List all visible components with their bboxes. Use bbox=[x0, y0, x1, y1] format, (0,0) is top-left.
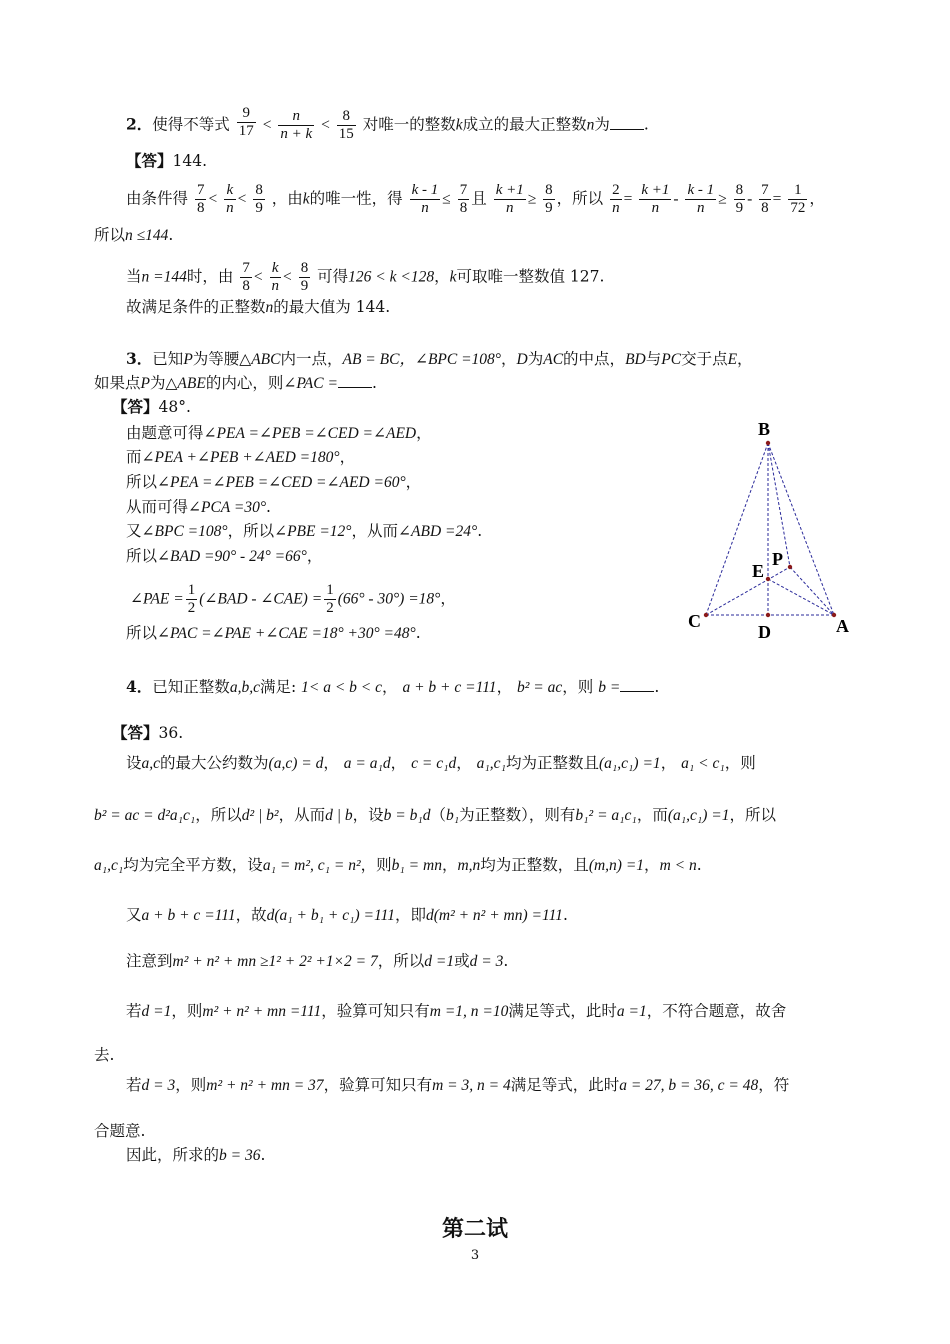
q2-solution-line3: 当n =144时，由 $\frac{7}{8}$ < $\frac{k}{n}$ < $\frac{8}{9}$ 可得126 < k <128，k可取唯一整数值 127. bbox=[126, 260, 605, 294]
q4-line8: 若d = 3，则m² + n² + mn = 37，验算可知只有m = 3, n = 4满足等式，此时a = 27, b = 36, c = 48，符 bbox=[126, 1076, 790, 1094]
q3-stem-line1: 3．已知P为等腰△ABC内一点，AB = BC，∠BPC =108°，D为AC的中点，BD与PC交于点E， bbox=[126, 349, 753, 368]
answer-blank bbox=[610, 115, 644, 130]
label-C: C bbox=[688, 611, 701, 631]
q3-answer: 【答】48°. bbox=[112, 397, 191, 416]
q4-conclusion: 因此，所求的b = 36. bbox=[126, 1146, 266, 1164]
q3-stem-line2: 如果点P为△ABE的内心，则∠PAC = . bbox=[94, 374, 377, 392]
q4-answer: 【答】36. bbox=[112, 723, 184, 742]
page-number: 3 bbox=[470, 1248, 480, 1263]
q3-step: 所以∠PEA =∠PEB =∠CED =∠AED =60°， bbox=[126, 473, 422, 491]
point-B bbox=[766, 441, 770, 445]
segment-EA bbox=[768, 579, 834, 615]
q3-step: 而∠PEA +∠PEB +∠AED =180°， bbox=[126, 448, 356, 466]
q4-line5: 注意到m² + n² + mn ≥1² + 2² +1×2 = 7，所以d =1或d = 3. bbox=[126, 952, 509, 970]
label-D: D bbox=[758, 622, 771, 642]
q2-stem: 2．使得不等式 $\frac{9}{17}$ < $\frac{n}{n + k}$ < $\frac{8}{15}$ 对唯一的整数k成立的最大正整数n为 . bbox=[126, 105, 649, 142]
point-C bbox=[704, 613, 708, 617]
label-A: A bbox=[836, 616, 849, 636]
q4-line4: 又a + b + c =111，故d(a₁ + b₁ + c₁) =111，即d(m² + n² + mn) =111. bbox=[126, 906, 568, 924]
point-P bbox=[788, 565, 792, 569]
segment-CP bbox=[706, 567, 790, 615]
q4-stem: 4．已知正整数a,b,c满足: 1< a < b < c， a + b + c =111， b² = ac，则 b = . bbox=[126, 677, 660, 696]
point-E bbox=[766, 577, 770, 581]
triangle-figure bbox=[680, 415, 870, 650]
segment-PA bbox=[790, 567, 834, 615]
answer-blank bbox=[620, 677, 654, 692]
q3-step: 从而可得∠PCA =30°. bbox=[126, 498, 271, 516]
q3-step: 又∠BPC =108°，所以∠PBE =12°，从而∠ABD =24°. bbox=[126, 522, 483, 540]
label-E: E bbox=[752, 561, 765, 581]
q2-solution-line2: 所以n ≤144. bbox=[94, 226, 174, 244]
q4-line2: b² = ac = d²a₁c₁，所以d² | b²，从而d | b，设b = b₁d（b₁为正整数），则有b₁² = a₁c₁，而(a₁,c₁) =1，所以 bbox=[94, 806, 777, 824]
q4-line9: 合题意. bbox=[94, 1122, 146, 1140]
label-B: B bbox=[758, 419, 771, 439]
label-P: P bbox=[772, 549, 783, 569]
point-D bbox=[766, 613, 770, 617]
q3-step: 由题意可得∠PEA =∠PEB =∠CED =∠AED， bbox=[126, 424, 432, 442]
q2-solution-line1: 由条件得 $\frac{7}{8}$ < $\frac{k}{n}$ < $\frac{8}{9}$ ，由k的唯一性，得 $\frac{k - 1}{n}$ ≤ $\frac{7}{8}$ 且 $\frac{k +1}{n}$ ≥ $\frac{8}{9}$ ，所以 $\frac{2}{n}$ = $\frac{k +1}{n}$ - $\frac{k - 1}{n}$ ≥ $\frac{8}{9}$ - $\frac{7}{8}$ = $\frac{1}{72}$ ， bbox=[126, 182, 825, 216]
q2-answer: 【答】144. bbox=[126, 151, 208, 170]
answer-blank bbox=[338, 373, 372, 388]
q2-conclusion: 故满足条件的正整数n的最大值为 144. bbox=[126, 298, 391, 316]
edge-BC bbox=[706, 443, 768, 615]
q3-step: 所以∠BAD =90° - 24° =66°， bbox=[126, 547, 323, 565]
q4-line6: 若d =1，则m² + n² + mn =111，验算可知只有m =1, n =10满足等式，此时a =1，不符合题意，故舍 bbox=[126, 1002, 787, 1020]
section-heading: 第二试 bbox=[441, 1217, 508, 1242]
q3-step-pae: ∠PAE = $\frac{1}{2}$ (∠BAD - ∠CAE) = $\frac{1}{2}$ (66° - 30°) =18°， bbox=[130, 582, 456, 616]
q4-line1: 设a,c的最大公约数为(a,c) = d， a = a₁d， c = c₁d， a₁,c₁均为正整数且(a₁,c₁) =1， a₁ < c₁，则 bbox=[126, 754, 756, 772]
q3-conclusion: 所以∠PAC =∠PAE +∠CAE =18° +30° =48°. bbox=[126, 624, 421, 642]
q4-line7: 去. bbox=[94, 1046, 115, 1064]
q4-line3: a₁,c₁均为完全平方数，设a₁ = m², c₁ = n²，则b₁ = mn，m,n均为正整数，且(m,n) =1，m < n. bbox=[94, 856, 702, 874]
edge-BA bbox=[768, 443, 834, 615]
